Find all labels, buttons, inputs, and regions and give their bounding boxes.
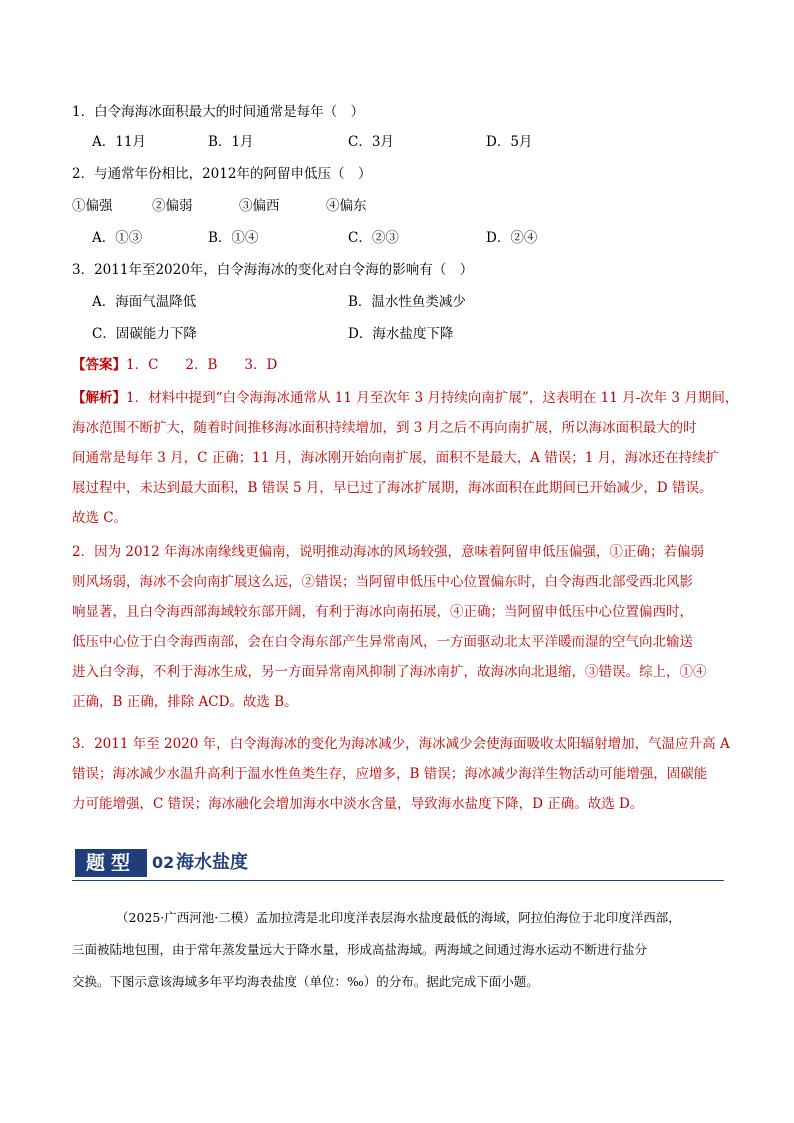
analysis-p1-line-4: 展过程中，未达到最大面积，B 错误 5 月，早已过了海冰扩展期，海冰面积在此期间已开始减少，D 错误。 [72, 480, 713, 496]
section-number: 02 [152, 853, 175, 872]
analysis-p2-line-3: 响显著，且白令海西部海域较东部开阔，有利于海冰向南拓展，④正确；当阿留申低压中心位置偏西时， [72, 604, 693, 620]
passage-line-3: 交换。下图示意该海域多年平均海表盐度（单位：‰）的分布。据此完成下面小题。 [72, 974, 539, 989]
q2-option-d: D．②④ [486, 230, 538, 246]
q2-choice-3: ③偏西 [239, 198, 280, 214]
passage-line-2: 三面被陆地包围，由于常年蒸发量远大于降水量，形成高盐海域。两海域之间通过海水运动不断进行盐分 [72, 942, 648, 957]
q2-choice-1: ①偏强 [72, 198, 113, 214]
question-2-stem: 2．与通常年份相比，2012年的阿留申低压（ ） [72, 166, 372, 182]
passage-line-1: （2025·广西河池·二模）孟加拉湾是北印度洋表层海水盐度最低的海域，阿拉伯海位于北印度洋西部， [116, 910, 681, 925]
analysis-p2-line-5: 进入白令海，不利于海冰生成，另一方面异常南风抑制了海冰南扩，故海冰向北退缩，③错误。综上，①④ [72, 664, 707, 680]
section-badge: 题型 [75, 849, 147, 877]
analysis-p3-line-3: 力可能增强，C 错误；海冰融化会增加海水中淡水含量，导致海水盐度下降，D 正确。故选 D。 [72, 796, 644, 812]
q1-option-c: C．3月 [348, 134, 394, 150]
q2-option-c: C．②③ [348, 230, 399, 246]
q3-option-c: C．固碳能力下降 [92, 326, 197, 342]
analysis-p1-line-1 [72, 388, 738, 408]
q2-option-b: B．①④ [208, 230, 259, 246]
question-3-stem: 3．2011年至2020年，白令海海冰的变化对白令海的影响有（ ） [72, 262, 474, 278]
analysis-p3-line-1: 3．2011 年至 2020 年，白令海海冰的变化为海冰减少，海冰减少会使海面吸收太阳辐射增加，气温应升高 A [72, 736, 730, 752]
analysis-p1-line-2: 海冰范围不断扩大，随着时间推移海冰面积持续增加，到 3 月之后不再向南扩展，所以海冰面积最大的时 [72, 420, 697, 436]
section-title: 海水盐度 [176, 852, 248, 873]
q3-option-a: A．海面气温降低 [92, 294, 197, 310]
q2-option-a: A．①③ [92, 230, 143, 246]
q2-choice-4: ④偏东 [326, 198, 367, 214]
q1-option-b: B．1月 [208, 134, 254, 150]
analysis-label: 【解析】 [72, 390, 126, 406]
answer-text: 1．C 2．B 3．D [126, 357, 278, 373]
section-banner [72, 847, 724, 881]
analysis-p1-line-3: 间通常是每年 3 月，C 正确；11 月，海冰刚开始向南扩展，面积不是最大，A 错误；1 月，海冰还在持续扩 [72, 450, 720, 466]
question-1-stem: 1．白令海海冰面积最大的时间通常是每年（ ） [72, 104, 365, 120]
analysis-p1-line-5: 故选 C。 [72, 510, 128, 526]
analysis-p2-line-6: 正确，B 正确，排除 ACD。故选 B。 [72, 694, 298, 710]
section-divider [72, 880, 724, 881]
q3-option-b: B．温水性鱼类减少 [348, 294, 466, 310]
answer-line [72, 355, 277, 375]
analysis-p2-line-4: 低压中心位于白令海西南部，会在白令海东部产生异常南风，一方面驱动北太平洋暖而湿的空气向北输送 [72, 634, 693, 650]
q2-choice-2: ②偏弱 [152, 198, 193, 214]
analysis-p2-line-2: 则风场弱，海冰不会向南扩展这么远，②错误；当阿留申低压中心位置偏东时，白令海西北部受西北风影 [72, 574, 693, 590]
answer-label: 【答案】 [72, 357, 126, 373]
q3-option-d: D．海水盐度下降 [348, 326, 454, 342]
analysis-text: 1．材料中提到“白令海海冰通常从 11 月至次年 3 月持续向南扩展”，这表明在 11 月-次年 3 月期间， [126, 390, 739, 406]
q1-option-d: D．5月 [486, 134, 533, 150]
q1-option-a: A．11月 [92, 134, 146, 150]
analysis-p3-line-2: 错误；海冰减少水温升高利于温水性鱼类生存，应增多，B 错误；海冰减少海洋生物活动可能增强，固碳能 [72, 766, 708, 782]
analysis-p2-line-1: 2．因为 2012 年海冰南缘线更偏南，说明推动海冰的风场较强，意味着阿留申低压偏强，①正确；若偏弱 [72, 544, 705, 560]
